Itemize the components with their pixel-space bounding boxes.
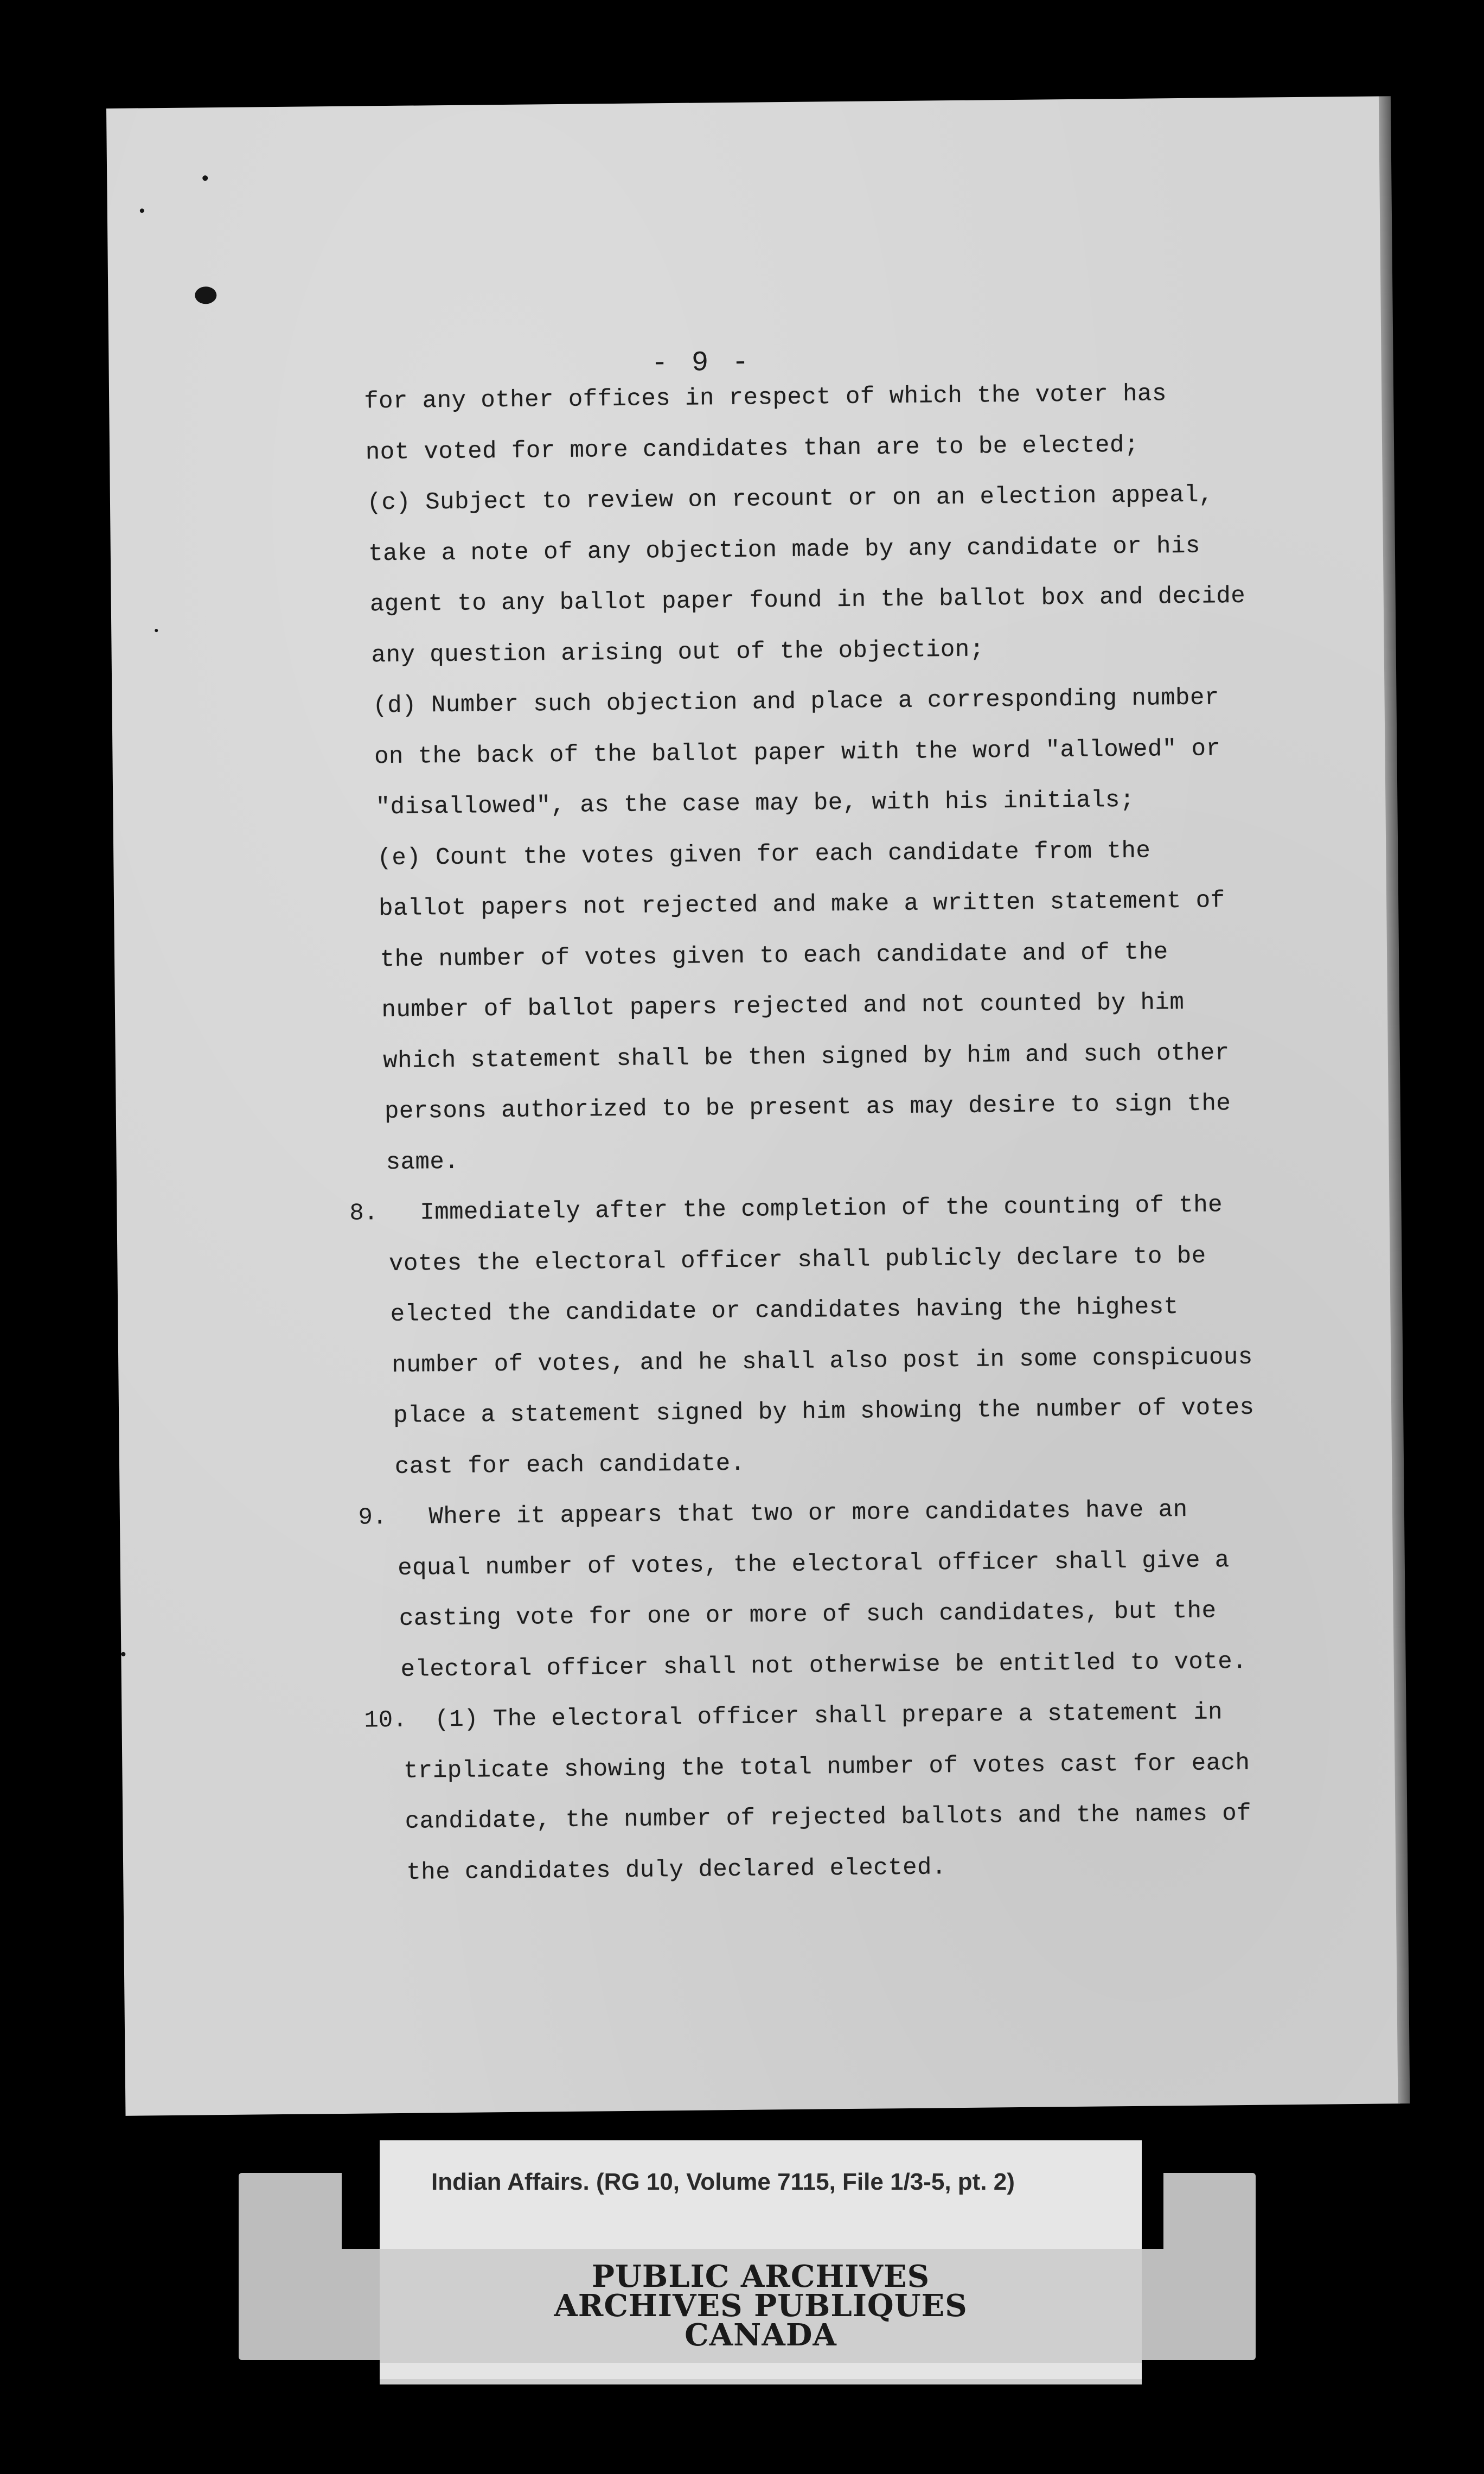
text-line: (d) Number such objection and place a corresponding number bbox=[373, 684, 1220, 720]
section-number: 9. bbox=[358, 1504, 387, 1532]
text-line: place a statement signed by him showing the number of votes bbox=[393, 1394, 1255, 1430]
ink-speck bbox=[202, 175, 208, 181]
text-line: Immediately after the completion of the counting of the bbox=[420, 1191, 1223, 1227]
text-line: agent to any ballot paper found in the ballot box and decide bbox=[369, 582, 1246, 618]
ink-speck bbox=[140, 208, 144, 213]
text-line: ballot papers not rejected and make a written statement of bbox=[378, 887, 1225, 923]
archive-stamp-line: PUBLIC ARCHIVES bbox=[591, 2259, 930, 2294]
document-body bbox=[109, 378, 1384, 1886]
text-line: "disallowed", as the case may be, with his initials; bbox=[375, 786, 1135, 821]
text-line: cast for each candidate. bbox=[394, 1450, 745, 1481]
text-line: casting vote for one or more of such candidates, but the bbox=[399, 1597, 1217, 1633]
text-line: on the back of the ballot paper with the word "allowed" or bbox=[374, 735, 1221, 770]
section-number: 8. bbox=[349, 1200, 379, 1227]
text-line: elected the candidate or candidates having the highest bbox=[390, 1293, 1179, 1329]
archive-stamp-line: ARCHIVES PUBLIQUES bbox=[554, 2288, 968, 2324]
archive-citation-label bbox=[380, 2140, 1142, 2249]
text-line: (c) Subject to review on recount or on an election appeal, bbox=[367, 481, 1214, 517]
text-line: triplicate showing the total number of votes cast for each bbox=[403, 1749, 1250, 1785]
page-edge-shadow bbox=[1379, 96, 1410, 2103]
text-line: number of ballot papers rejected and not counted by him bbox=[381, 989, 1185, 1024]
archive-stamp-line: CANADA bbox=[685, 2317, 837, 2353]
text-line: any question arising out of the objection; bbox=[371, 636, 984, 669]
text-line: not voted for more candidates than are to be elected; bbox=[365, 431, 1140, 466]
text-line: electoral officer shall not otherwise be entitled to vote. bbox=[400, 1648, 1248, 1684]
text-line: (e) Count the votes given for each candidate from the bbox=[377, 837, 1151, 872]
label-strip bbox=[380, 2363, 1142, 2379]
text-line: take a note of any objection made by any candidate or his bbox=[368, 532, 1201, 568]
text-line: the number of votes given to each candidate and of the bbox=[380, 938, 1168, 973]
page-number: - 9 - bbox=[651, 346, 752, 380]
text-line: which statement shall be then signed by him and such other bbox=[383, 1039, 1230, 1075]
ink-speck bbox=[195, 286, 216, 304]
text-line: candidate, the number of rejected ballots and the names of bbox=[405, 1800, 1252, 1835]
archive-citation: Indian Affairs. (RG 10, Volume 7115, File 1/3-5, pt. 2) bbox=[431, 2169, 1015, 2195]
text-line: Where it appears that two or more candidates have an bbox=[428, 1496, 1188, 1531]
text-line: votes the electoral officer shall publicly declare to be bbox=[388, 1242, 1206, 1278]
text-line: the candidates duly declared elected. bbox=[406, 1853, 947, 1886]
text-line: equal number of votes, the electoral officer shall give a bbox=[398, 1546, 1230, 1582]
text-line: for any other offices in respect of which the voter has bbox=[363, 380, 1167, 416]
stamp-notch bbox=[1142, 2173, 1163, 2249]
text-line: (1) The electoral officer shall prepare a statement in bbox=[434, 1699, 1223, 1734]
section-number: 10. bbox=[364, 1706, 407, 1735]
text-line: persons authorized to be present as may desire to sign the bbox=[384, 1090, 1231, 1126]
document-page bbox=[106, 96, 1400, 2115]
text-line: number of votes, and he shall also post in some conspicuous bbox=[392, 1343, 1253, 1379]
stamp-notch bbox=[342, 2173, 380, 2249]
text-line: same. bbox=[386, 1148, 459, 1176]
ink-speck bbox=[121, 1652, 125, 1656]
ink-speck bbox=[155, 629, 158, 632]
